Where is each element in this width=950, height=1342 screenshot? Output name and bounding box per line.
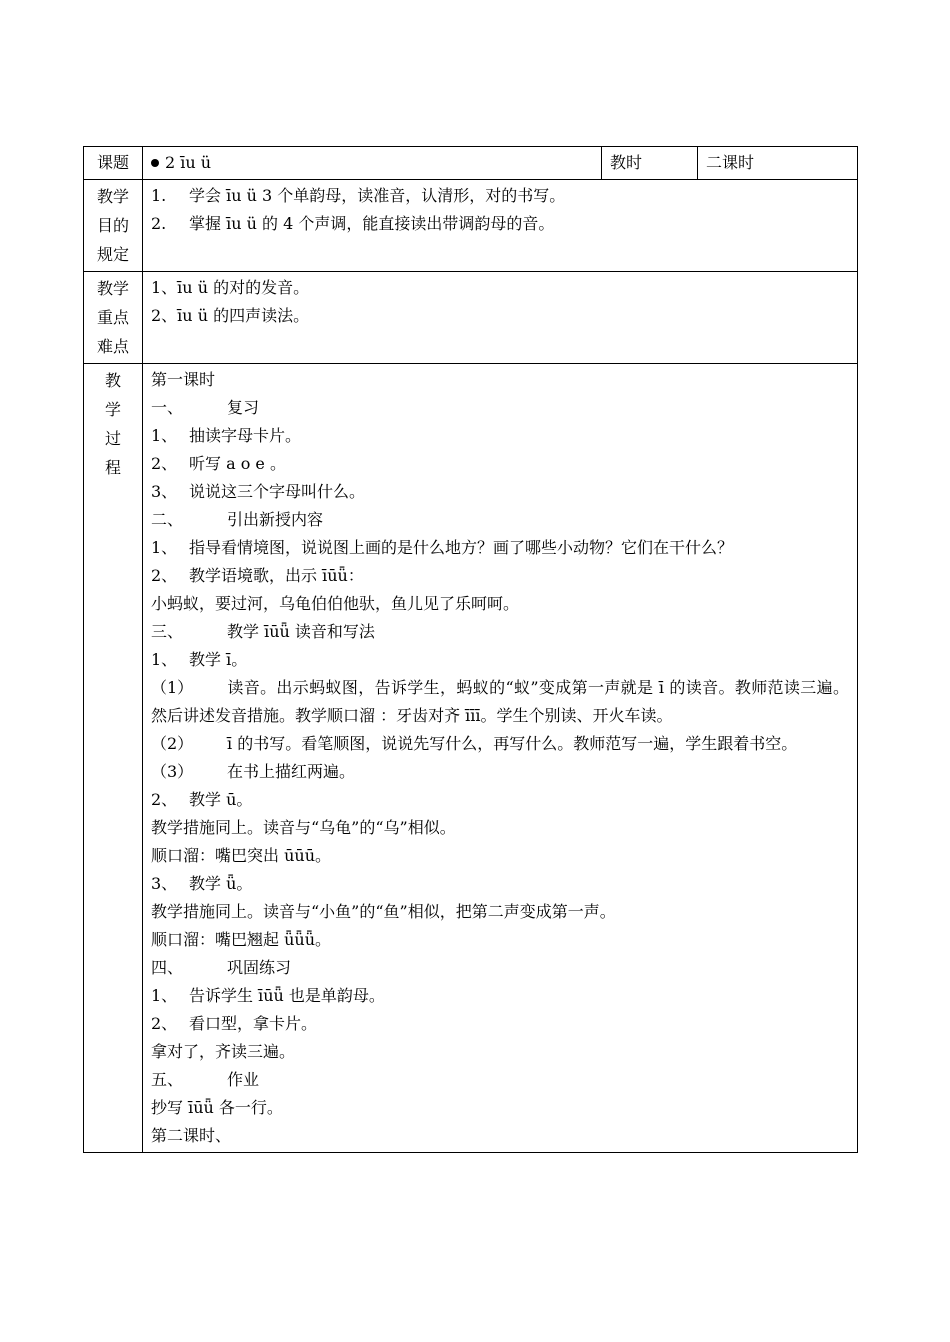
process-label — [84, 364, 143, 1153]
process-line-text: 小蚂蚁，要过河，乌龟伯伯他驮，鱼儿见了乐呵呵。 — [151, 594, 520, 613]
process-line-text: 引出新授内容 — [227, 510, 324, 529]
process-line-text: 告诉学生 īūǖ 也是单韵母。 — [189, 986, 385, 1005]
process-line — [151, 562, 849, 590]
process-line — [151, 786, 849, 814]
focus-content — [143, 272, 858, 364]
process-line-text: 听写 a o e 。 — [189, 454, 286, 473]
process-line-text: 作业 — [227, 1070, 260, 1089]
process-line-number: 1、 — [151, 538, 178, 557]
process-line-text: 教学语境歌，出示 īūǖ： — [189, 566, 364, 585]
process-line-text: 读音。出示蚂蚁图，告诉学生，蚂蚁的“蚁”变成第一声就是 ī 的读音。教师范读三遍。然后讲述发音措施。教学顺口溜 ：牙齿对齐 īīī。学生个别读、开火车读。 — [151, 678, 849, 725]
process-line-number: 一、 — [151, 398, 184, 417]
process-line-number: 2、 — [151, 454, 178, 473]
process-label-char: 学 — [104, 400, 121, 419]
process-line — [151, 366, 849, 394]
process-line — [151, 1010, 849, 1038]
process-line — [151, 674, 849, 730]
process-line-text: 看口型，拿卡片。 — [189, 1014, 318, 1033]
process-line-text: ī 的书写。看笔顺图，说说先写什么，再写什么。教师范写一遍，学生跟着书空。 — [227, 734, 798, 753]
process-line — [151, 1066, 849, 1094]
process-label-char: 程 — [104, 458, 121, 477]
process-line — [151, 1122, 849, 1150]
focus-label-line: 重点 — [96, 308, 129, 327]
process-line-text: 指导看情境图，说说图上画的是什么地方？画了哪些小动物？它们在干什么？ — [189, 538, 734, 557]
process-line-text: 顺口溜：嘴巴翘起 ǖǖǖ。 — [151, 930, 332, 949]
process-line-text: 第一课时 — [151, 370, 216, 389]
process-line — [151, 898, 849, 926]
goals-row — [84, 180, 858, 272]
goals-content — [143, 180, 858, 272]
process-line-text: 教学 īūǖ 读音和写法 — [227, 622, 375, 641]
process-line — [151, 590, 849, 618]
process-line — [151, 842, 849, 870]
process-line — [151, 1094, 849, 1122]
process-line-number: 2、 — [151, 566, 178, 585]
process-line-number: 五、 — [151, 1070, 184, 1089]
process-line-text: 说说这三个字母叫什么。 — [189, 482, 366, 501]
goals-label — [84, 180, 143, 272]
process-line — [151, 814, 849, 842]
process-line-number: 1、 — [151, 986, 178, 1005]
process-line-text: 巩固练习 — [227, 958, 292, 977]
process-line — [151, 926, 849, 954]
topic-value: 2 īu ü — [165, 153, 212, 172]
process-line-number: （1） — [151, 678, 194, 697]
bullet-icon — [151, 159, 159, 167]
process-line-number: 四、 — [151, 958, 184, 977]
process-line-text: 教学 ǖ。 — [189, 874, 253, 893]
process-line-text: 抽读字母卡片。 — [189, 426, 302, 445]
process-line-number: 3、 — [151, 874, 178, 893]
hours-label: 教时 — [602, 147, 698, 180]
lesson-plan-table — [83, 146, 858, 1153]
process-row — [84, 364, 858, 1153]
process-line — [151, 506, 849, 534]
process-line-text: 在书上描红两遍。 — [227, 762, 356, 781]
process-line-number: （2） — [151, 734, 194, 753]
goals-label-line: 教学 — [96, 187, 129, 206]
focus-label-line: 教学 — [96, 279, 129, 298]
process-line-number: 1、 — [151, 426, 178, 445]
process-line-number: （3） — [151, 762, 194, 781]
process-line — [151, 422, 849, 450]
topic-cell — [143, 147, 602, 180]
process-line-text: 抄写 īūǖ 各一行。 — [151, 1098, 283, 1117]
process-line — [151, 646, 849, 674]
process-line-text: 第二课时、 — [151, 1126, 232, 1145]
process-line-text: 教学 ū。 — [189, 790, 253, 809]
process-line — [151, 870, 849, 898]
topic-row — [84, 147, 858, 180]
process-line-text: 顺口溜：嘴巴突出 ūūū。 — [151, 846, 332, 865]
topic-label: 课题 — [84, 147, 143, 180]
process-line — [151, 982, 849, 1010]
process-label-char: 过 — [104, 429, 121, 448]
process-line-number: 2、 — [151, 1014, 178, 1033]
process-line-text: 教学措施同上。读音与“乌龟”的“乌”相似。 — [151, 818, 456, 837]
goals-label-line: 目的 — [96, 216, 129, 235]
process-line — [151, 954, 849, 982]
focus-row — [84, 272, 858, 364]
process-line-number: 1、 — [151, 650, 178, 669]
focus-item: 2、īu ü 的四声读法。 — [151, 306, 310, 325]
process-line-number: 3、 — [151, 482, 178, 501]
process-line — [151, 394, 849, 422]
focus-item: 1、īu ü 的对的发音。 — [151, 278, 310, 297]
process-line-text: 教学措施同上。读音与“小鱼”的“鱼”相似，把第二声变成第一声。 — [151, 902, 616, 921]
goal-item: 2. 掌握 īu ü 的 4 个声调，能直接读出带调韵母的音。 — [151, 214, 555, 233]
goal-item: 1. 学会 īu ü 3 个单韵母，读准音，认清形，对的书写。 — [151, 186, 566, 205]
process-line-number: 2、 — [151, 790, 178, 809]
process-label-char: 教 — [104, 371, 121, 390]
process-line-number: 二、 — [151, 510, 184, 529]
process-line — [151, 618, 849, 646]
process-line — [151, 534, 849, 562]
process-line-text: 拿对了，齐读三遍。 — [151, 1042, 296, 1061]
process-line — [151, 758, 849, 786]
process-line — [151, 1038, 849, 1066]
process-line — [151, 730, 849, 758]
process-line — [151, 450, 849, 478]
process-content — [143, 364, 858, 1153]
process-line-number: 三、 — [151, 622, 184, 641]
process-line — [151, 478, 849, 506]
focus-label-line: 难点 — [96, 337, 129, 356]
hours-value: 二课时 — [698, 147, 858, 180]
focus-label — [84, 272, 143, 364]
goals-label-line: 规定 — [96, 245, 129, 264]
process-line-text: 教学 ī。 — [189, 650, 248, 669]
process-line-text: 复习 — [227, 398, 260, 417]
